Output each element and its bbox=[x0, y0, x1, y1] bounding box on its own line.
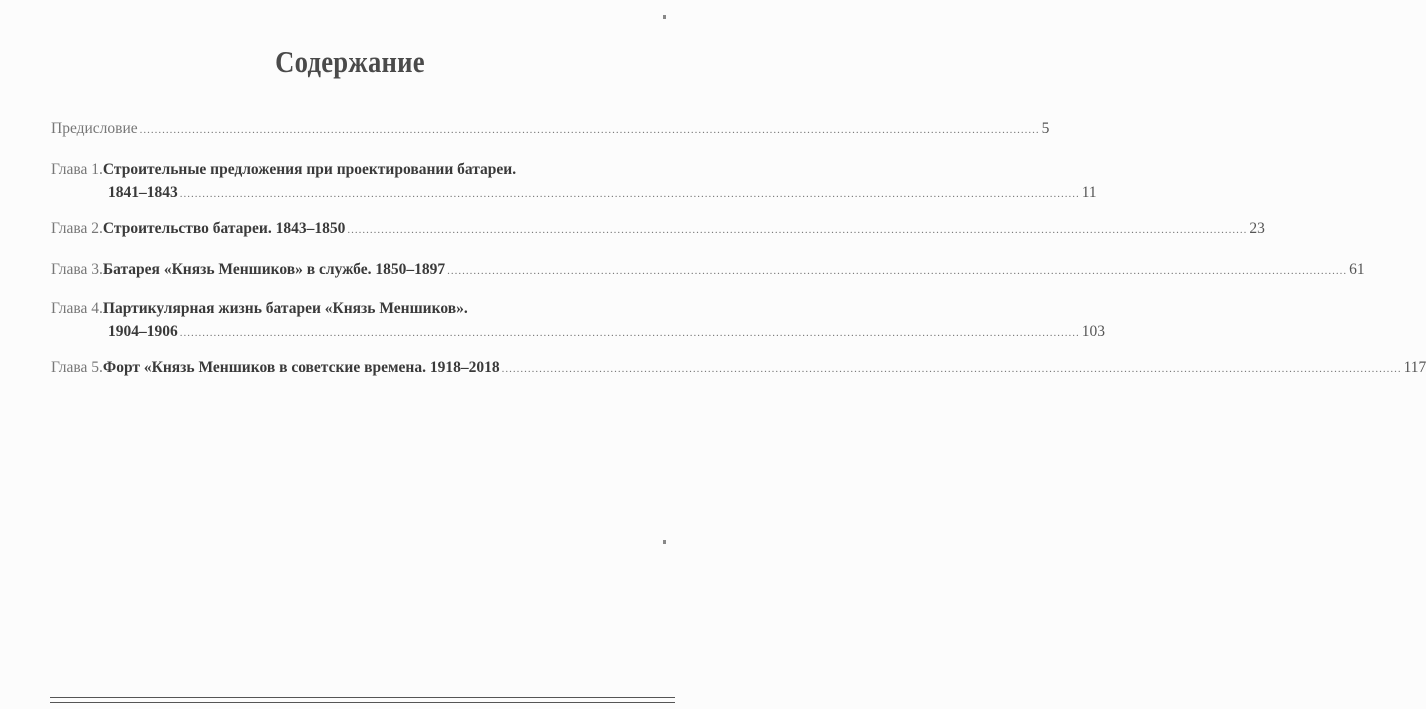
dot-leader bbox=[447, 260, 1347, 283]
entry-title-continuation: 1841–1843 bbox=[108, 184, 178, 201]
toc-entry-chapter-3[interactable] bbox=[51, 258, 1365, 283]
entry-title: Форт «Князь Меншиков в советские времена. 1918–2018 bbox=[102, 359, 500, 376]
page-number: 103 bbox=[1081, 323, 1105, 340]
page-number: 5 bbox=[1041, 120, 1050, 137]
dot-leader bbox=[502, 358, 1402, 381]
chapter-label: Глава 3. bbox=[51, 261, 103, 278]
page-number: 117 bbox=[1403, 359, 1426, 376]
footer-rule bbox=[50, 702, 675, 703]
scan-mark bbox=[663, 540, 666, 544]
chapter-label: Глава 4. bbox=[51, 300, 103, 317]
entry-title: Строительные предложения при проектировании батареи. bbox=[102, 161, 517, 178]
scan-mark bbox=[663, 15, 666, 19]
entry-title: Партикулярная жизнь батареи «Князь Меншиков». bbox=[102, 300, 468, 317]
page-number: 23 bbox=[1249, 220, 1265, 237]
entry-title: Строительство батареи. 1843–1850 bbox=[102, 220, 346, 237]
dot-leader bbox=[180, 322, 1080, 345]
page-title: Содержание bbox=[275, 44, 425, 79]
chapter-label: Глава 5. bbox=[51, 359, 103, 376]
dot-leader bbox=[347, 219, 1247, 242]
entry-title: Батарея «Князь Меншиков» в службе. 1850–1897 bbox=[102, 261, 446, 278]
toc-entry-preface[interactable] bbox=[51, 117, 1050, 142]
toc-entry-chapter-4[interactable] bbox=[51, 297, 1105, 345]
chapter-label: Глава 2. bbox=[51, 220, 103, 237]
toc-entry-chapter-1[interactable] bbox=[51, 158, 1097, 206]
page-number: 61 bbox=[1349, 261, 1365, 278]
page-number: 11 bbox=[1081, 184, 1097, 201]
entry-title-continuation: 1904–1906 bbox=[108, 323, 178, 340]
footer-rule bbox=[50, 697, 675, 698]
chapter-label: Глава 1. bbox=[51, 161, 103, 178]
dot-leader bbox=[180, 183, 1080, 206]
toc-entry-chapter-5[interactable] bbox=[51, 356, 1426, 381]
dot-leader bbox=[140, 119, 1040, 142]
toc-entry-chapter-2[interactable] bbox=[51, 217, 1265, 242]
entry-title: Предисловие bbox=[51, 120, 138, 137]
